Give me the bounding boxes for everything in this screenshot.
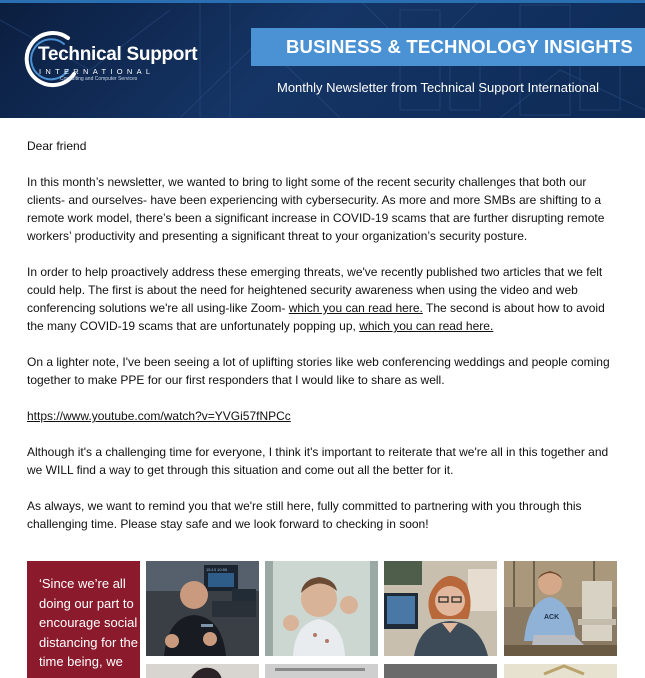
paragraph-together: Although it's a challenging time for everyone, I think it's important to reiterate that we're all in this together and we WILL find a way to get through this situation and come out all the better for it. <box>27 445 609 477</box>
gallery-photo-row2-3[interactable] <box>384 664 497 678</box>
company-logo[interactable] <box>24 30 198 92</box>
gallery-photo-child[interactable] <box>265 561 378 656</box>
paragraph-closing: As always, we want to remind you that we're still here, fully committed to partnering with you through this challenging time. Please stay safe and we look forward to checking in soon! <box>27 499 582 531</box>
gallery-photo-row2-4[interactable] <box>504 664 617 678</box>
monitor-readout: 15:13 10:55 <box>206 567 228 572</box>
gallery-photo-man-laptop-outdoors[interactable] <box>504 561 617 656</box>
photo-row2-4-image <box>504 664 617 678</box>
gallery-photo-man-at-desk[interactable] <box>146 561 259 656</box>
newsletter-banner <box>0 0 645 118</box>
newsletter-subtitle: Monthly Newsletter from Technical Support International <box>277 80 600 95</box>
shirt-logo-text: ACK <box>544 614 560 621</box>
paragraph-lighter-note: On a lighter note, I've been seeing a lot of uplifting stories like web conferencing weddings and people coming together to make PPE for our first responders that I would like to share as well. <box>27 355 610 387</box>
photo-row2-2-image <box>265 664 378 678</box>
gallery-photo-row2-1[interactable] <box>146 664 259 678</box>
articles-text-b: The second is about how to avoid the many COVID-19 scams that are unfortunately popping up, <box>27 301 605 333</box>
greeting: Dear friend <box>27 139 87 153</box>
youtube-video-link[interactable]: https://www.youtube.com/watch?v=YVGi57fNPCc <box>27 409 291 423</box>
paragraph-intro: In this month’s newsletter, we wanted to bring to light some of the recent security challenges that both our clients- and ourselves- have been experiencing with cybersecurity. As more and more SMBs are shifting to a remote work model, there’s been a significant increase in COVID-19 scams that are further disrupting remote workers’ productivity and presenting a significant threat to your organization’s security posture. <box>27 175 605 243</box>
logo-name: Technical Support <box>38 44 198 65</box>
logo-sub: INTERNATIONAL <box>39 67 155 76</box>
logo-tagline: Consulting and Computer Services <box>60 76 138 82</box>
paragraph-articles <box>27 263 617 335</box>
banner-top-stripe <box>0 0 645 3</box>
photo-woman-glasses <box>384 561 497 656</box>
articles-text-a: In order to help proactively address these emerging threats, we've recently published two articles that we felt could help. The first is about the need for heightened security awareness when using the video and web conferencing solutions we're all using-like Zoom- <box>27 265 603 315</box>
photo-man-thumbs-up <box>146 561 259 656</box>
quote-card: ‘Since we’re all doing our part to encourage social distancing for the time being, we <box>27 561 140 678</box>
photo-row2-1-image <box>146 664 259 678</box>
newsletter-body <box>27 137 617 551</box>
newsletter-title: BUSINESS & TECHNOLOGY INSIGHTS <box>251 28 645 66</box>
photo-row2-3-image <box>384 664 497 678</box>
photo-gallery <box>27 561 617 678</box>
photo-man-laptop <box>504 561 617 656</box>
gallery-photo-row2-2[interactable] <box>265 664 378 678</box>
gallery-photo-woman-smiling[interactable] <box>384 561 497 656</box>
article-link-scams[interactable]: which you can read here. <box>359 319 494 333</box>
paragraph-video <box>27 407 617 425</box>
article-link-zoom[interactable]: which you can read here. <box>288 301 423 315</box>
photo-baby-waving <box>265 561 378 656</box>
